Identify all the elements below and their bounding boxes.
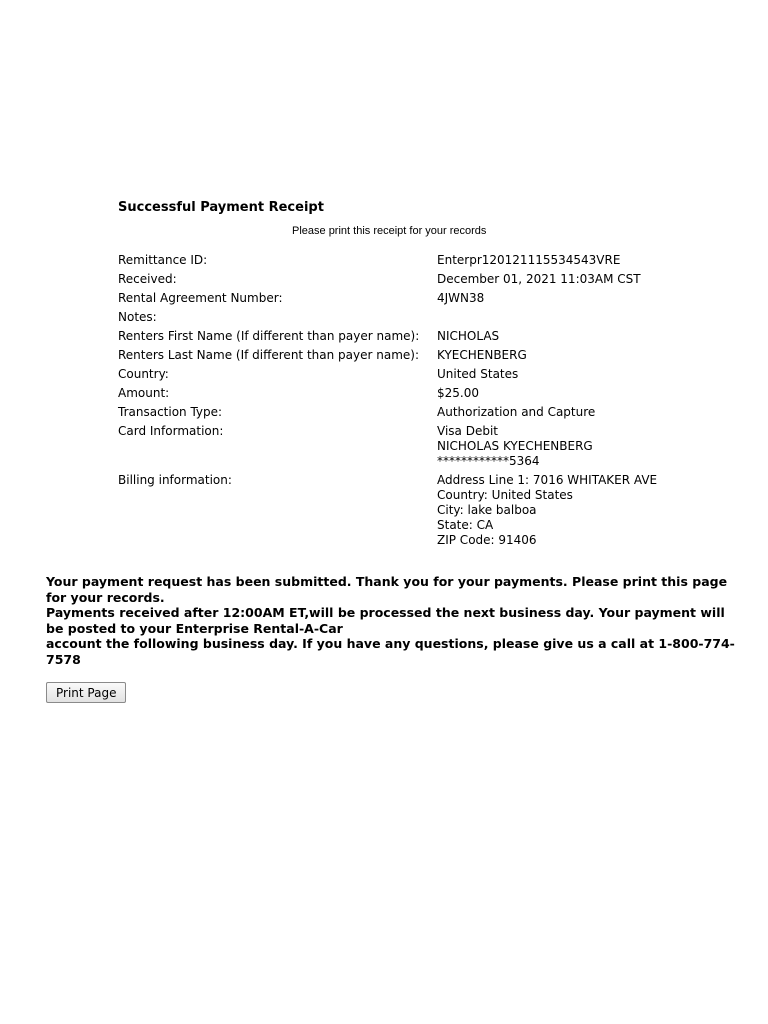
- payment-notice: [46, 574, 742, 667]
- remittance-id-label: Remittance ID:: [118, 253, 208, 267]
- receipt-details: [118, 253, 738, 552]
- card-information-label: Card Information:: [118, 424, 224, 438]
- card-information-value: [437, 424, 738, 469]
- received-row: [118, 272, 738, 287]
- rental-agreement-label: Rental Agreement Number:: [118, 291, 283, 305]
- amount-row: [118, 386, 738, 401]
- renters-first-name-row: [118, 329, 738, 344]
- transaction-type-row: [118, 405, 738, 420]
- billing-state: State: CA: [437, 518, 494, 532]
- transaction-type-label: Transaction Type:: [118, 405, 223, 419]
- country-value: United States: [437, 367, 519, 381]
- remittance-id-row: [118, 253, 738, 268]
- rental-agreement-value: 4JWN38: [437, 291, 485, 305]
- rental-agreement-row: [118, 291, 738, 306]
- country-label: Country:: [118, 367, 169, 381]
- card-number-masked: ************5364: [437, 454, 540, 468]
- card-type: Visa Debit: [437, 424, 498, 438]
- received-label: Received:: [118, 272, 177, 286]
- renters-last-name-row: [118, 348, 738, 363]
- billing-country: Country: United States: [437, 488, 573, 502]
- receipt-title: Successful Payment Receipt: [118, 200, 324, 215]
- renters-first-name-value: NICHOLAS: [437, 329, 500, 343]
- notice-submitted: Your payment request has been submitted. Thank you for your payments. Please print this page for your records.: [46, 574, 728, 605]
- amount-value: $25.00: [437, 386, 479, 400]
- card-information-row: [118, 424, 738, 469]
- renters-last-name-value: KYECHENBERG: [437, 348, 527, 362]
- notes-row: [118, 310, 738, 325]
- notes-label: Notes:: [118, 310, 157, 324]
- receipt: [118, 198, 738, 547]
- notice-processing: Payments received after 12:00AM ET,will be processed the next business day. Your payment will be posted to your Enterprise Rental-A-Car: [46, 605, 725, 636]
- amount-label: Amount:: [118, 386, 170, 400]
- remittance-id-value: Enterpr120121115534543VRE: [437, 253, 621, 267]
- country-row: [118, 367, 738, 382]
- billing-address-line: Address Line 1: 7016 WHITAKER AVE: [437, 473, 658, 487]
- renters-last-name-label: Renters Last Name (If different than payer name):: [118, 348, 419, 362]
- card-holder-name: NICHOLAS KYECHENBERG: [437, 439, 593, 453]
- billing-city: City: lake balboa: [437, 503, 537, 517]
- notes-value: [437, 310, 738, 325]
- print-page-button[interactable]: Print Page: [46, 682, 126, 703]
- renters-first-name-label: Renters First Name (If different than payer name):: [118, 329, 420, 343]
- received-value: December 01, 2021 11:03AM CST: [437, 272, 641, 286]
- transaction-type-value: Authorization and Capture: [437, 405, 596, 419]
- notice-contact: account the following business day. If you have any questions, please give us a call at 1-800-774-7578: [46, 636, 735, 667]
- billing-zip: ZIP Code: 91406: [437, 533, 537, 547]
- billing-information-value: [437, 473, 738, 548]
- billing-information-label: Billing information:: [118, 473, 232, 487]
- receipt-subtitle: Please print this receipt for your records: [292, 225, 487, 237]
- billing-information-row: [118, 473, 738, 548]
